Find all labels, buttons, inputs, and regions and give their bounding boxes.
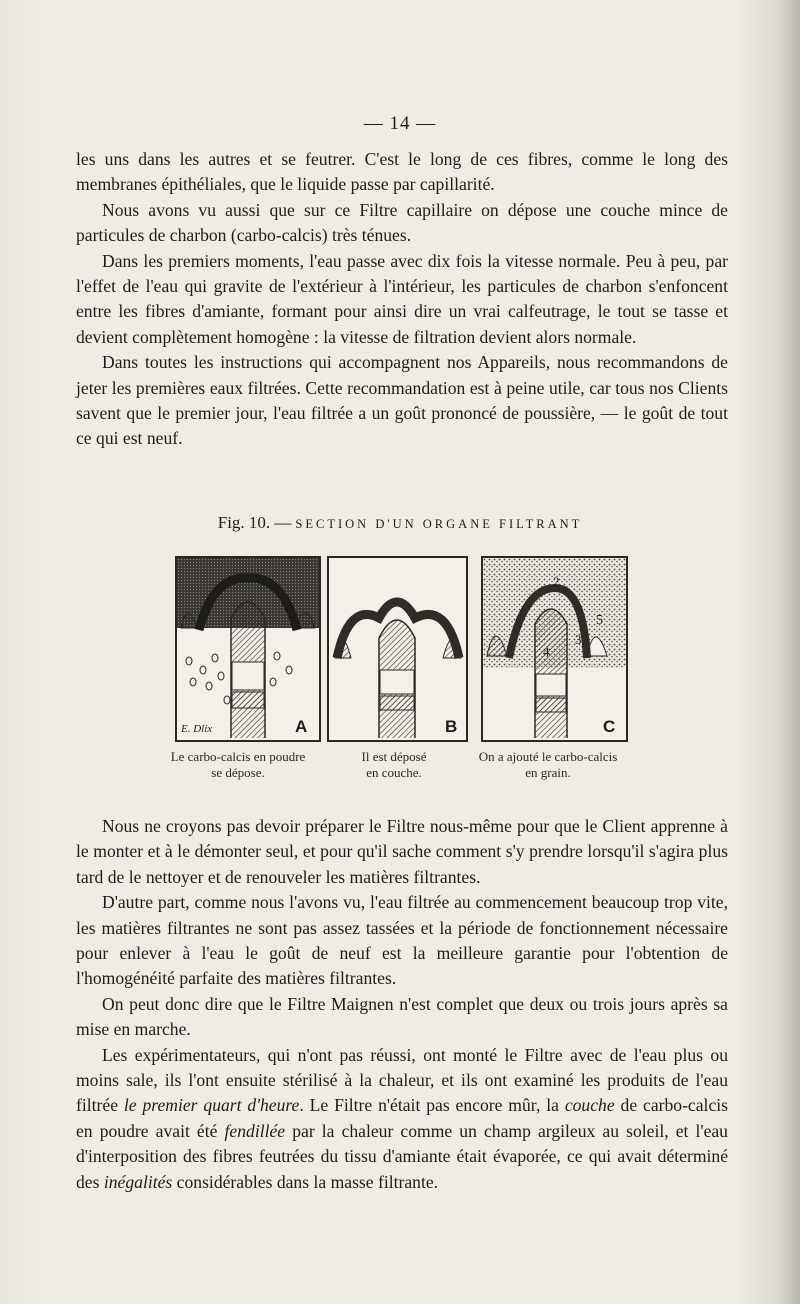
- figure-number: Fig. 10. —: [217, 513, 292, 532]
- panel-caption-c: [448, 749, 648, 781]
- panel-caption-a: [138, 749, 338, 781]
- italic-run: inégalités: [103, 1171, 173, 1192]
- panel-letter: A: [295, 717, 308, 736]
- panel-letter: C: [603, 717, 616, 736]
- text-run: . Le Filtre n'était pas encore mûr, la: [299, 1095, 565, 1116]
- italic-run: fendillée: [224, 1120, 286, 1141]
- figure-panel-c: [481, 556, 628, 742]
- filter-section-illustration-b: [329, 558, 466, 740]
- paragraph: [76, 1043, 728, 1195]
- text-run: considérables dans la masse filtrante.: [172, 1171, 439, 1192]
- text-run: par la chaleur comme un champ argileux au soleil, et l'eau d'interposition des fibres feutrées du tissu d'amiante était évaporée, ce qui avait déterminé des: [76, 1120, 728, 1192]
- text-block-top: [76, 147, 728, 452]
- caption-line: On a ajouté le carbo-calcis: [478, 749, 618, 764]
- paragraph: Dans toutes les instructions qui accompagnent nos Appareils, nous recommandons de jeter les premières eaux filtrées. Cette recommandation est à peine utile, car tous nos Clients savent que le premier jour, l'eau filtrée a un goût prononcé de poussière, — le goût de tout ce qui est neuf.: [76, 352, 728, 449]
- figure-panel-a: [175, 556, 321, 742]
- italic-run: couche: [564, 1095, 615, 1116]
- text-run: de carbo-calcis en poudre avait été: [76, 1095, 728, 1141]
- italic-run: le premier quart d'heure: [123, 1095, 300, 1116]
- paragraph: Nous ne croyons pas devoir préparer le Filtre nous-même pour que le Client apprenne à le monter et à le démonter seul, et pour qu'il sache comment s'y prendre lorsqu'il s'agira plus tard de le nettoyer et de renouveler les matières filtrantes.: [76, 816, 728, 887]
- text-run: Les expérimentateurs, qui n'ont pas réussi, ont monté le Filtre avec de l'eau plus ou moins sale, ils l'ont ensuite stérilisé à la chaleur, et ils ont examiné les produits de l'eau filtrée: [76, 1044, 728, 1116]
- panel-letter: B: [445, 717, 458, 736]
- caption-line: en grain.: [525, 765, 571, 780]
- page-number: — 14 —: [363, 113, 437, 134]
- filter-section-illustration-a: [177, 558, 319, 740]
- paragraph: les uns dans les autres et se feutrer. C'est le long de ces fibres, comme le long des membranes épithéliales, que le liquide passe par capillarité.: [76, 149, 728, 195]
- marker-label: 2: [553, 574, 560, 589]
- figure-caption: [0, 513, 800, 533]
- paragraph: Dans les premiers moments, l'eau passe avec dix fois la vitesse normale. Peu à peu, par l'effet de l'eau qui gravite de l'extérieur à l'intérieur, les particules de charbon s'enfoncent entre les fibres d'amiante, formant pour ainsi dire un vrai calfeutrage, le tout se tasse et devient complètement homogène : la vitesse de filtration devient alors normale.: [76, 250, 728, 347]
- engraver-signature: E. Dlix: [181, 723, 213, 735]
- figure-panel-b: [327, 556, 468, 742]
- paragraph: Nous avons vu aussi que sur ce Filtre capillaire on dépose une couche mince de particules de charbon (carbo-calcis) très ténues.: [76, 199, 728, 246]
- caption-line: Il est déposé: [361, 749, 427, 764]
- marker-label: 4: [543, 644, 550, 659]
- paragraph: On peut donc dire que le Filtre Maignen n'est complet que deux ou trois jours après sa mise en marche.: [76, 993, 728, 1040]
- caption-line: se dépose.: [211, 765, 265, 780]
- panel-caption-b: [330, 749, 458, 781]
- filter-section-illustration-c: [483, 558, 626, 740]
- marker-label: 3: [575, 632, 582, 647]
- caption-line: Le carbo-calcis en poudre: [170, 749, 306, 764]
- paragraph: D'autre part, comme nous l'avons vu, l'eau filtrée au commencement beaucoup trop vite, les matières filtrantes ne sont pas assez tassées et la période de fonctionnement nécessaire pour enlever à l'eau le goût de neuf est la meilleure garantie pour l'obtention de l'homogénéité parfaite des matières filtrantes.: [76, 892, 728, 989]
- caption-line: en couche.: [366, 765, 422, 780]
- text-block-bottom: [76, 814, 728, 1195]
- marker-label: 5: [596, 613, 603, 628]
- figure-title: SECTION D'UN ORGANE FILTRANT: [295, 517, 583, 531]
